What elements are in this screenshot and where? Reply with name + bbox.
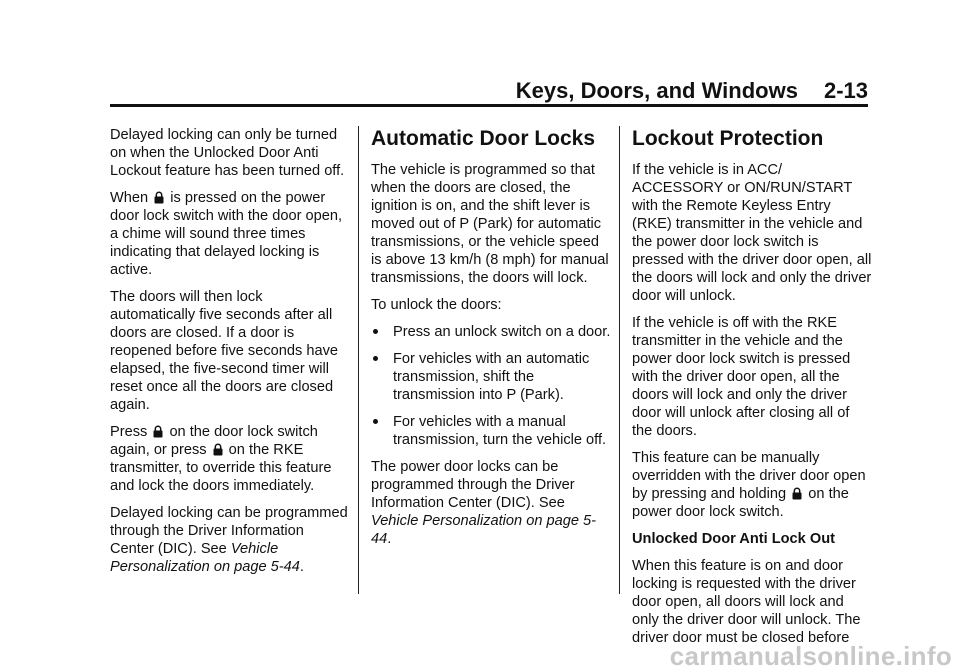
- paragraph: When this feature is on and door locking is requested with the driver door open, all doors will lock and only the driver door will unlock. The driver door must be closed before: [632, 558, 861, 646]
- padlock-icon: [213, 443, 223, 456]
- text: The power door locks can be programmed through the Driver Information Center (DIC). See: [371, 459, 575, 511]
- paragraph: If the vehicle is in ACC/ ACCESSORY or ON/RUN/START with the Remote Keyless Entry (RKE) transmitter in the vehicle and the power door lock switch is pressed with the driver door open, all the doors will lock and only the driver door will unlock.: [632, 162, 872, 304]
- text: Delayed locking can be programmed through the Driver Information Center (DIC). See: [110, 505, 348, 557]
- subheading: Unlocked Door Anti Lock Out: [632, 531, 835, 547]
- paragraph: The vehicle is programmed so that when the doors are closed, the ignition is on, and the shift lever is moved out of P (Park) for automatic transmissions, or the vehicle speed is above 13 km/h (8 mph) for manual transmissions, the doors will lock.: [371, 162, 609, 286]
- paragraph: The doors will then lock automatically five seconds after all doors are closed. If a door is reopened before five seconds have elapsed, the five-second timer will reset once all the doors are closed again.: [110, 289, 338, 413]
- column-1: [110, 126, 350, 585]
- header-rule: [110, 104, 868, 107]
- paragraph: [110, 423, 350, 495]
- text: is pressed on the power door lock switch with the door open, a chime will sound three times indicating that delayed locking is active.: [110, 190, 343, 278]
- bullet-list: [371, 323, 611, 449]
- cross-reference-link[interactable]: Vehicle Personalization on page 5-44: [371, 513, 596, 547]
- section-title: Keys, Doors, and Windows: [515, 78, 798, 103]
- padlock-icon: [153, 425, 163, 438]
- paragraph: [110, 189, 350, 279]
- list-item: For vehicles with a manual transmission, turn the vehicle off.: [371, 413, 611, 449]
- section-heading: Automatic Door Locks: [371, 127, 596, 150]
- paragraph: To unlock the doors:: [371, 297, 502, 313]
- section-heading: Lockout Protection: [632, 127, 824, 150]
- text: on the RKE transmitter, to override this feature and lock the doors immediately.: [110, 442, 332, 494]
- paragraph: If the vehicle is off with the RKE transmitter in the vehicle and the power door lock switch is pressed with the driver door open, all the doors will lock and only the driver door will unlock after closing all of the doors.: [632, 315, 851, 439]
- text: This feature can be manually overridden with the driver door open by pressing and holding: [632, 450, 866, 502]
- page-number: 2-13: [823, 78, 868, 103]
- watermark: carmanualsonline.info: [669, 641, 952, 671]
- paragraph: [110, 504, 350, 576]
- paragraph: Delayed locking can only be turned on when the Unlocked Door Anti Lockout feature has been turned off.: [110, 127, 345, 179]
- text: Press: [110, 424, 148, 440]
- column-divider: [358, 126, 359, 594]
- paragraph: [632, 449, 872, 521]
- list-item: Press an unlock switch on a door.: [371, 323, 611, 341]
- padlock-icon: [792, 487, 802, 500]
- column-2: [371, 126, 611, 557]
- text: When: [110, 190, 149, 206]
- padlock-icon: [154, 191, 164, 204]
- page-header: [110, 78, 868, 104]
- text: on the power door lock switch.: [632, 486, 849, 520]
- paragraph: [371, 458, 611, 548]
- column-3: [632, 126, 872, 656]
- text: on the door lock switch again, or press: [110, 424, 318, 458]
- text: .: [387, 531, 392, 547]
- text: .: [299, 559, 304, 575]
- column-divider: [619, 126, 620, 594]
- list-item: For vehicles with an automatic transmission, shift the transmission into P (Park).: [371, 350, 611, 404]
- cross-reference-link[interactable]: Vehicle Personalization on page 5-44: [110, 541, 300, 575]
